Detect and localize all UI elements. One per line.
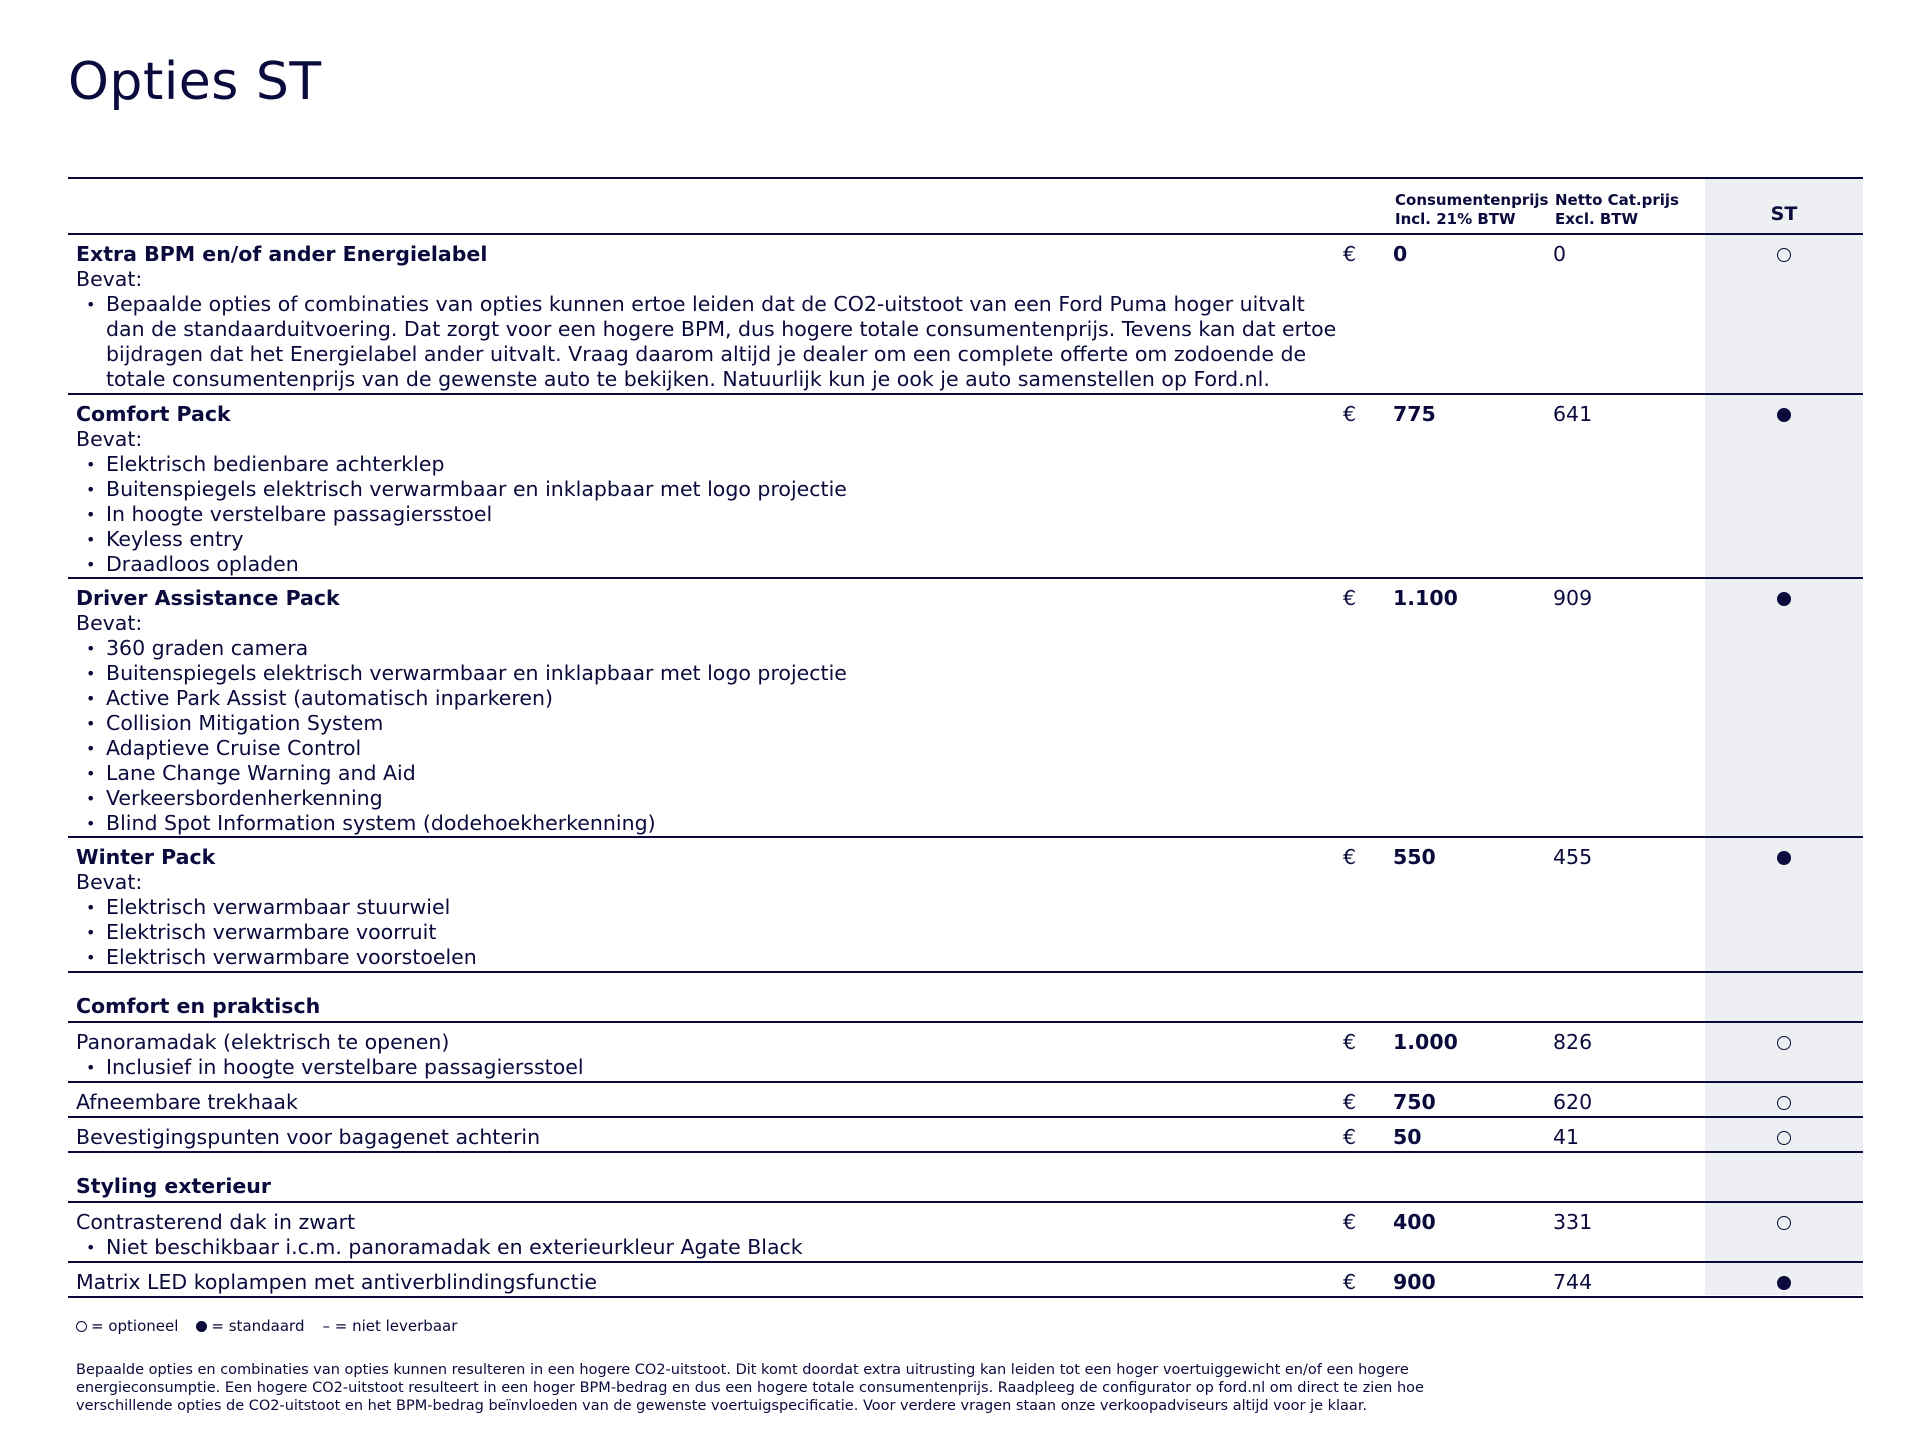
currency-symbol: € [1343,845,1357,869]
net-price-header: Netto Cat.prijs Excl. BTW [1555,191,1679,228]
optional-icon [1777,1096,1791,1110]
net-price: 0 [1553,242,1567,266]
table-row [68,395,1863,579]
row-title: Winter Pack [76,845,216,869]
options-table [68,177,1863,1298]
bullet-item: • Niet beschikbaar i.c.m. panoramadak en exterieurkleur Agate Black [98,1235,1340,1260]
consumer-price-header: Consumentenprijs Incl. 21% BTW [1395,191,1549,228]
row-label: Matrix LED koplampen met antiverblindingsfunctie [76,1270,597,1294]
bullet-item: • In hoogte verstelbare passagiersstoel [98,502,1340,527]
standard-icon [1777,851,1791,865]
st-header: ST [1770,203,1798,225]
row-title: Extra BPM en/of ander Energielabel [76,242,488,266]
net-price: 744 [1553,1270,1593,1294]
bullet-item: • Collision Mitigation System [98,711,1340,736]
standard-icon [196,1321,207,1332]
bullet-item: • Bepaalde opties of combinaties van opties kunnen ertoe leiden dat de CO2-uitstoot van een Ford Puma hoger uitvalt dan de standaarduitvoering. Dat zorgt voor een hogere BPM, dus hogere totale consumentenprijs. Tevens kan dat ertoe bijdragen dat het Energielabel ander uitvalt. Vraag daarom altijd je dealer om een complete offerte om zodoende de totale consumentenprijs van de gewenste auto te bekijken. Natuurlijk kun je ook je auto samenstellen op Ford.nl. [98,292,1340,392]
bullet-item: • Lane Change Warning and Aid [98,761,1340,786]
bullet-item: • Blind Spot Information system (dodehoekherkenning) [98,811,1340,836]
bullet-item: • Buitenspiegels elektrisch verwarmbaar en inklapbaar met logo projectie [98,661,1340,686]
bullet-item: • 360 graden camera [98,636,1340,661]
currency-symbol: € [1343,1090,1357,1114]
table-row [68,1083,1863,1118]
standard-icon [1777,1276,1791,1290]
table-row [68,579,1863,838]
row-title: Driver Assistance Pack [76,586,340,610]
consumer-price: 1.000 [1393,1030,1458,1054]
row-subtitle: Bevat: [76,427,143,451]
section-title: Styling exterieur [76,1174,271,1198]
section-header [68,973,1863,1023]
table-row [68,1118,1863,1153]
table-header [68,177,1863,235]
legend-unavailable: – = niet leverbaar [322,1317,458,1335]
standard-icon [1777,408,1791,422]
table-row [68,1263,1863,1298]
table-row [68,838,1863,973]
bullet-item: • Keyless entry [98,527,1340,552]
table-row [68,1203,1863,1263]
net-price: 909 [1553,586,1593,610]
net-price: 641 [1553,402,1593,426]
bullet-list [76,636,1340,836]
currency-symbol: € [1343,1210,1357,1234]
consumer-price: 775 [1393,402,1436,426]
consumer-price: 400 [1393,1210,1436,1234]
bullet-list [76,1235,1340,1260]
bullet-list [76,292,1340,392]
standard-icon [1777,592,1791,606]
row-subtitle: Bevat: [76,267,143,291]
legend [76,1317,457,1335]
legend-standard: = standaard [196,1317,304,1335]
table-row [68,1023,1863,1083]
optional-icon [1777,1036,1791,1050]
row-label: Panoramadak (elektrisch te openen) [76,1030,450,1054]
consumer-price: 750 [1393,1090,1436,1114]
bullet-list [76,452,1340,577]
page-title: Opties ST [68,52,322,112]
net-price: 331 [1553,1210,1593,1234]
currency-symbol: € [1343,1030,1357,1054]
bullet-item: • Elektrisch verwarmbaar stuurwiel [98,895,1340,920]
currency-symbol: € [1343,1270,1357,1294]
bullet-list [76,895,1340,970]
optional-icon [1777,248,1791,262]
currency-symbol: € [1343,242,1357,266]
legend-optional: = optioneel [76,1317,178,1335]
optional-icon [1777,1216,1791,1230]
section-header [68,1153,1863,1203]
consumer-price: 550 [1393,845,1436,869]
bullet-item: • Adaptieve Cruise Control [98,736,1340,761]
optional-icon [1777,1131,1791,1145]
row-label: Bevestigingspunten voor bagagenet achterin [76,1125,541,1149]
consumer-price: 1.100 [1393,586,1458,610]
bullet-item: • Active Park Assist (automatisch inparkeren) [98,686,1340,711]
bullet-item: • Elektrisch verwarmbare voorstoelen [98,945,1340,970]
optional-icon [76,1321,87,1332]
net-price: 455 [1553,845,1593,869]
row-title: Comfort Pack [76,402,231,426]
net-price: 41 [1553,1125,1580,1149]
net-price: 620 [1553,1090,1593,1114]
consumer-price: 50 [1393,1125,1422,1149]
bullet-list [76,1055,1340,1080]
row-label: Contrasterend dak in zwart [76,1210,356,1234]
net-price: 826 [1553,1030,1593,1054]
row-subtitle: Bevat: [76,870,143,894]
bullet-item: • Elektrisch bedienbare achterklep [98,452,1340,477]
bullet-item: • Inclusief in hoogte verstelbare passagiersstoel [98,1055,1340,1080]
consumer-price: 0 [1393,242,1408,266]
section-title: Comfort en praktisch [76,994,321,1018]
currency-symbol: € [1343,1125,1357,1149]
currency-symbol: € [1343,402,1357,426]
row-label: Afneembare trekhaak [76,1090,298,1114]
footnote: Bepaalde opties en combinaties van opties kunnen resulteren in een hogere CO2-uitstoot. Dit komt doordat extra uitrusting kan leiden tot een hoger voertuiggewicht en/of een hogere energieconsumptie. Een hogere CO2-uitstoot resulteert in een hoger BPM-bedrag en dus een hogere totale consumentenprijs. Raadpleeg de configurator op ford.nl om direct te zien hoe verschillende opties de CO2-uitstoot en het BPM-bedrag beïnvloeden van de gewenste voertuigspecificatie. Voor verdere vragen staan onze verkoopadviseurs altijd voor je klaar. [76,1362,1424,1414]
bullet-item: • Buitenspiegels elektrisch verwarmbaar en inklapbaar met logo projectie [98,477,1340,502]
consumer-price: 900 [1393,1270,1436,1294]
currency-symbol: € [1343,586,1357,610]
bullet-item: • Verkeersbordenherkenning [98,786,1340,811]
row-subtitle: Bevat: [76,611,143,635]
bullet-item: • Draadloos opladen [98,552,1340,577]
table-row [68,235,1863,395]
bullet-item: • Elektrisch verwarmbare voorruit [98,920,1340,945]
